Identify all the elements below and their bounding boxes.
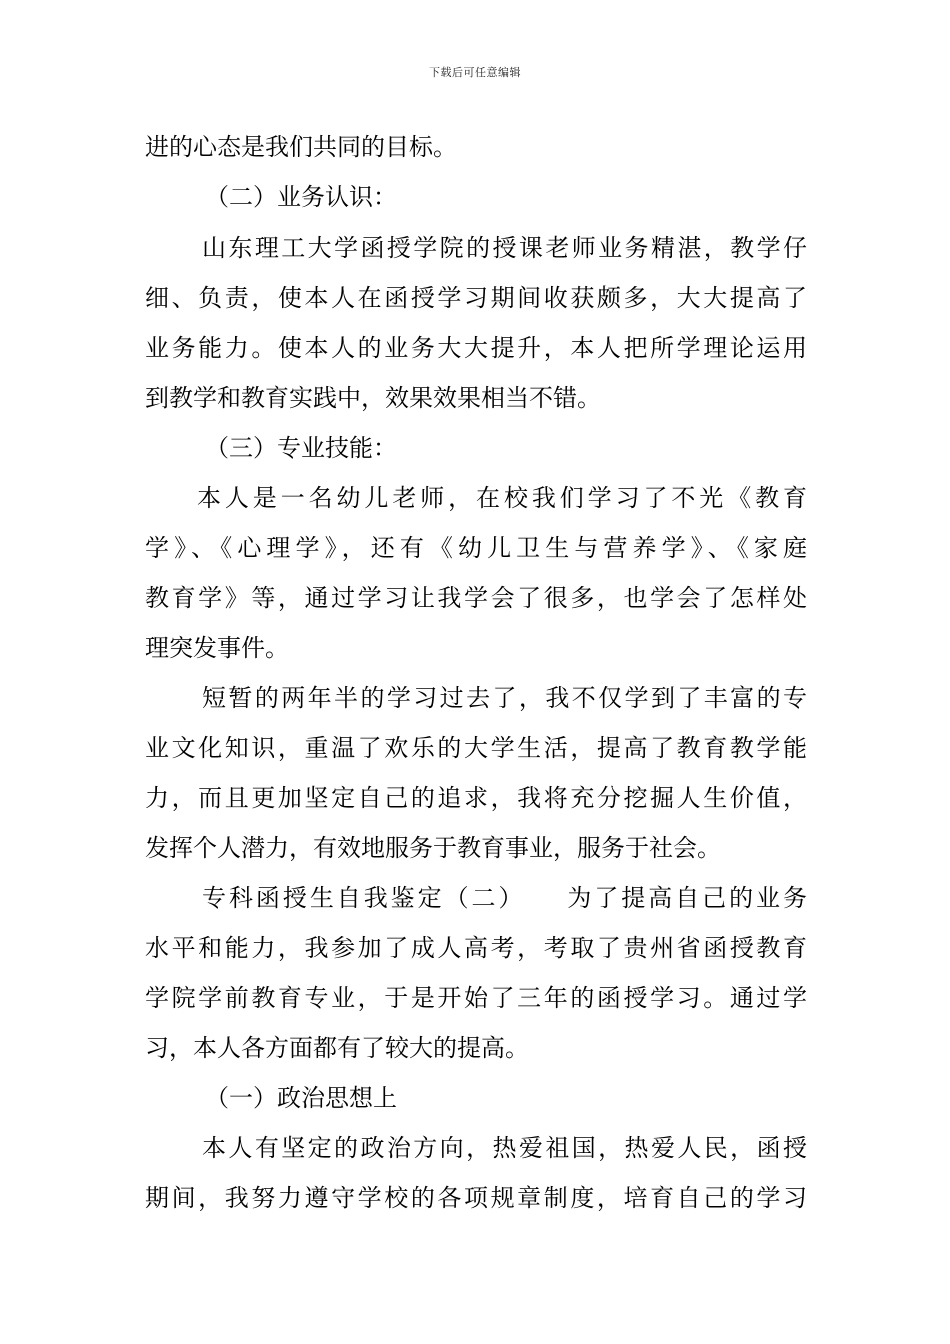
paragraph-first-line: 专科函授生自我鉴定（二） 为了提高自己的业务 (202, 884, 807, 912)
text-line: 学》、《心理学》，还有《幼儿卫生与营养学》、《家庭 (145, 534, 807, 562)
paragraph-first-line: 短暂的两年半的学习过去了，我不仅学到了丰富的专 (202, 684, 807, 712)
paragraph-first-line: 山东理工大学函授学院的授课老师业务精湛，教学仔 (202, 234, 807, 262)
text-line: 期间，我努力遵守学校的各项规章制度，培育自己的学习 (145, 1184, 807, 1212)
section-heading: （一）政治思想上 (205, 1084, 397, 1112)
text-line: 力，而且更加坚定自己的追求，我将充分挖掘人生价值， (145, 784, 807, 812)
text-line: 业文化知识，重温了欢乐的大学生活，提高了教育教学能 (145, 734, 807, 762)
paragraph-first-line: 本人是一名幼儿老师，在校我们学习了不光《教育 (197, 484, 807, 512)
text-line: 发挥个人潜力，有效地服务于教育事业，服务于社会。 (145, 834, 721, 862)
text-line: 业务能力。使本人的业务大大提升，本人把所学理论运用 (145, 334, 807, 362)
text-line: 习，本人各方面都有了较大的提高。 (145, 1034, 529, 1062)
paragraph-first-line: 本人有坚定的政治方向，热爱祖国，热爱人民，函授 (202, 1134, 807, 1162)
text-line: 水平和能力，我参加了成人高考，考取了贵州省函授教育 (145, 934, 807, 962)
text-line: 进的心态是我们共同的目标。 (145, 133, 457, 161)
section-heading: （二）业务认识： (205, 183, 397, 211)
text-line: 到教学和教育实践中，效果效果相当不错。 (145, 384, 601, 412)
text-line: 学院学前教育专业，于是开始了三年的函授学习。通过学 (145, 984, 807, 1012)
section-heading: （三）专业技能： (205, 434, 397, 462)
page-header: 下载后可任意编辑 (429, 66, 521, 79)
text-line: 理突发事件。 (145, 634, 289, 662)
text-line: 细、负责，使本人在函授学习期间收获颇多，大大提高了 (145, 284, 807, 312)
text-line: 教育学》等，通过学习让我学会了很多，也学会了怎样处 (145, 584, 807, 612)
